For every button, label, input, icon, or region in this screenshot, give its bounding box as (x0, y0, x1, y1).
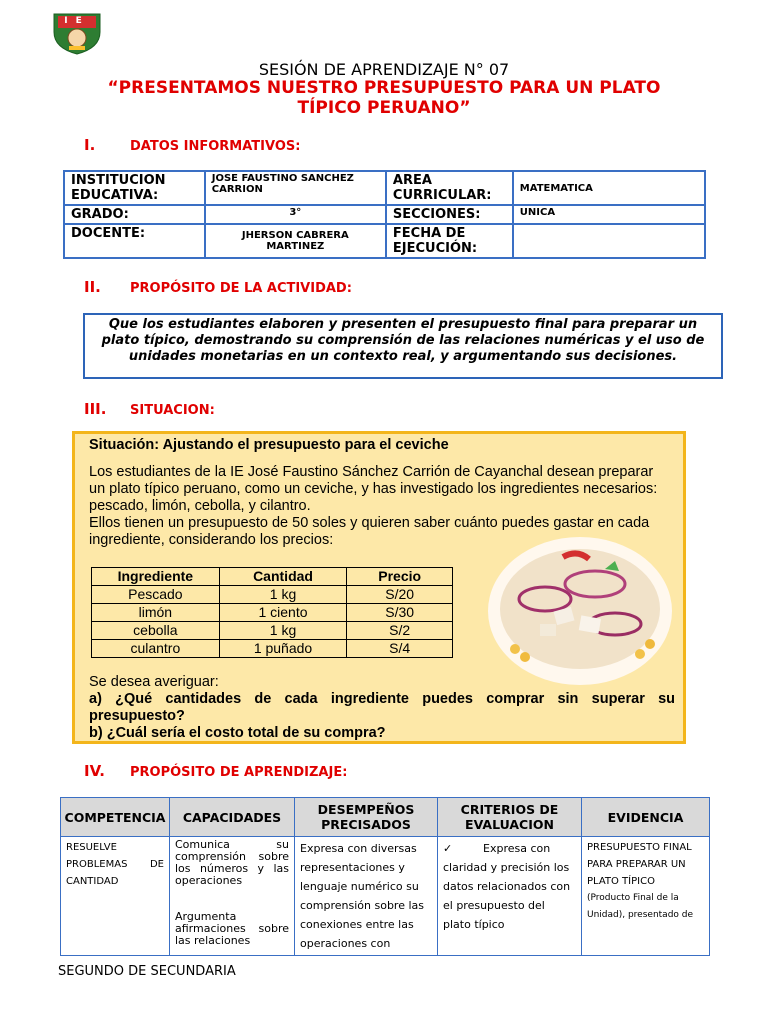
section-number: IV. (84, 762, 105, 780)
section-title: DATOS INFORMATIVOS: (130, 139, 301, 154)
situation-paragraph-1: Los estudiantes de la IE José Faustino Sánchez Carrión de Cayanchal desean preparar un plato típico peruano, como un ceviche, y has investigado los ingredientes necesarios: pescado, limón, cebolla, y cilantro. (89, 464, 658, 514)
docente-value: JHERSON CABRERA MARTINEZ (205, 224, 386, 258)
footer-grade: SEGUNDO DE SECUNDARIA (58, 964, 236, 979)
ceviche-image (485, 529, 675, 689)
question-a: a) ¿Qué cantidades de cada ingrediente puedes comprar sin superar su presupuesto? (89, 691, 675, 724)
table-row (92, 586, 453, 604)
purpose-box: Que los estudiantes elaboren y presenten el presupuesto final para preparar un plato típico, demostrando su comprensión de las relaciones numéricas y el uso de unidades monetarias en un contexto real, y argumentando sus decisiones. (83, 313, 723, 379)
ingredient-qty: 1 ciento (219, 604, 347, 622)
inst-value: JOSE FAUSTINO SANCHEZ CARRION (205, 171, 386, 205)
ingredient-price: S/2 (347, 622, 453, 640)
table-row (92, 640, 453, 658)
section-heading-proposito-actividad (84, 278, 352, 296)
competencias-header: EVIDENCIA (582, 798, 710, 837)
section-title: PROPÓSITO DE APRENDIZAJE: (130, 765, 348, 780)
questions-block (89, 674, 675, 742)
situation-heading: Situación: Ajustando el presupuesto para el ceviche (89, 437, 449, 453)
inst-label: INSTITUCION EDUCATIVA: (64, 171, 205, 205)
criterio-text: Expresa con claridad y precisión los datos relacionados con el presupuesto del plato típico (443, 842, 571, 931)
competencias-header: COMPETENCIA (61, 798, 170, 837)
secciones-label: SECCIONES: (386, 205, 513, 224)
session-number: SESIÓN DE APRENDIZAJE N° 07 (258, 60, 510, 79)
ingredient-price: S/4 (347, 640, 453, 658)
criterio-cell (438, 837, 582, 956)
ingredients-header: Ingrediente (92, 568, 220, 586)
situation-paragraph-2: Ellos tienen un presupuesto de 50 soles y quieren saber cuánto puedes gastar en cada ingrediente, considerando los precios: (89, 515, 650, 548)
area-label: AREA CURRICULAR: (386, 171, 513, 205)
session-title-line2: TÍPICO PERUANO” (297, 98, 471, 118)
capacidades-cell (170, 837, 295, 956)
ingredient-name: Pescado (92, 586, 220, 604)
ingredient-name: cebolla (92, 622, 220, 640)
evidencia-note: (Producto Final de la Unidad), presentado de (587, 893, 694, 920)
ingredients-table (91, 567, 453, 658)
check-icon: ✓ (443, 842, 453, 855)
competencia-cell: RESUELVE PROBLEMAS DE CANTIDAD (61, 837, 170, 956)
ingredient-qty: 1 puñado (219, 640, 347, 658)
ingredient-name: culantro (92, 640, 220, 658)
table-row (61, 837, 710, 956)
docente-label: DOCENTE: (64, 224, 205, 258)
capacidad-2: Argumenta afirmaciones sobre las relaciones (175, 910, 289, 947)
grado-label: GRADO: (64, 205, 205, 224)
grado-value: 3° (205, 205, 386, 224)
session-title-line1: “PRESENTAMOS NUESTRO PRESUPUESTO PARA UN PLATO (107, 78, 661, 98)
ingredient-price: S/20 (347, 586, 453, 604)
section-heading-datos (84, 136, 300, 154)
competencias-header: DESEMPEÑOS PRECISADOS (295, 798, 438, 837)
section-number: III. (84, 400, 107, 418)
table-row (92, 604, 453, 622)
area-value: MATEMATICA (513, 171, 705, 205)
ingredient-qty: 1 kg (219, 586, 347, 604)
school-logo (50, 10, 104, 56)
ingredient-name: limón (92, 604, 220, 622)
section-number: I. (84, 136, 96, 154)
competencias-header: CRITERIOS DE EVALUACION (438, 798, 582, 837)
fecha-value (513, 224, 705, 258)
ingredients-header: Cantidad (219, 568, 347, 586)
fecha-label: FECHA DE EJECUCIÓN: (386, 224, 513, 258)
question-b: b) ¿Cuál sería el costo total de su compra? (89, 725, 386, 741)
section-title: PROPÓSITO DE LA ACTIVIDAD: (130, 281, 352, 296)
ingredients-header: Precio (347, 568, 453, 586)
section-heading-proposito-aprendizaje (84, 762, 347, 780)
logo-text: IE (64, 16, 90, 26)
table-row (92, 622, 453, 640)
situation-box (72, 431, 686, 744)
section-number: II. (84, 278, 101, 296)
competencias-header: CAPACIDADES (170, 798, 295, 837)
secciones-value: UNICA (513, 205, 705, 224)
info-table (63, 170, 706, 259)
ingredient-qty: 1 kg (219, 622, 347, 640)
desempeno-cell: Expresa con diversas representaciones y lenguaje numérico su comprensión sobre las conexiones entre las operaciones con (295, 837, 438, 956)
competencias-table (60, 797, 710, 956)
section-title: SITUACION: (130, 403, 215, 418)
session-title (60, 78, 708, 118)
evidencia-cell (582, 837, 710, 956)
section-heading-situacion (84, 400, 215, 418)
capacidad-1: Comunica su comprensión sobre los números y las operaciones (175, 838, 289, 887)
evidencia-text: PRESUPUESTO FINAL PARA PREPARAR UN PLATO TÍPICO (587, 842, 692, 887)
questions-intro: Se desea averiguar: (89, 674, 219, 690)
ingredient-price: S/30 (347, 604, 453, 622)
